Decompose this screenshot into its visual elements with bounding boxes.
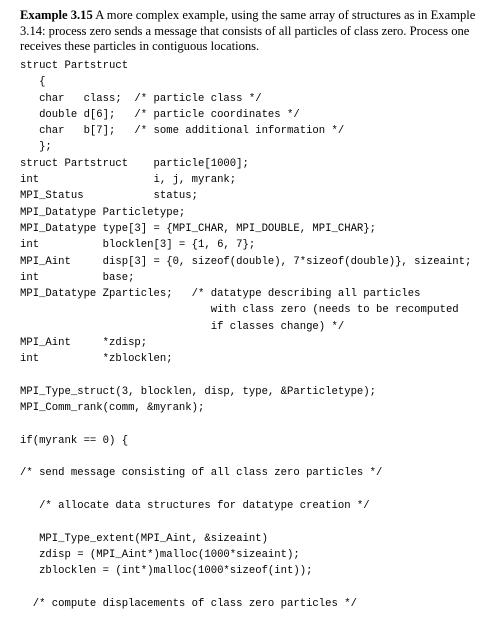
code-line: char b[7]; /* some additional information */ [20,125,345,138]
example-label: Example 3.15 [20,8,93,22]
code-line [20,417,471,433]
code-line [20,368,471,384]
code-line: { [20,76,46,89]
code-line: /* compute displacements of class zero particles */ [20,597,357,610]
code-line: MPI_Aint *zdisp; [20,337,148,350]
code-line: /* allocate data structures for datatype creation */ [20,500,370,513]
example-intro [20,8,482,55]
code-line: zdisp = (MPI_Aint*)malloc(1000*sizeaint); [20,548,300,561]
code-line: int blocklen[3] = {1, 6, 7}; [20,239,256,252]
code-line: MPI_Datatype type[3] = {MPI_CHAR, MPI_DOUBLE, MPI_CHAR}; [20,222,377,235]
code-line: MPI_Aint disp[3] = {0, sizeof(double), 7*sizeof(double)}, sizeaint; [20,255,472,268]
code-line: }; [20,141,52,154]
code-line: MPI_Datatype Zparticles; /* datatype describing all particles [20,288,421,301]
code-line: double d[6]; /* particle coordinates */ [20,108,300,121]
code-line: zblocklen = (int*)malloc(1000*sizeof(int)); [20,565,313,578]
code-line: int i, j, myrank; [20,174,237,187]
code-line: MPI_Status status; [20,190,199,203]
code-line [20,514,471,530]
code-line: struct Partstruct [20,60,129,72]
code-line [20,449,471,465]
example-description: A more complex example, using the same array of structures as in Example 3.14: process zero sends a message that consists of all particles of class zero. Process one receives these particles in contiguous locations. [20,8,476,54]
code-line: MPI_Comm_rank(comm, &myrank); [20,402,205,415]
code-listing [20,58,471,612]
code-line: /* send message consisting of all class zero particles */ [20,467,383,480]
code-line [20,482,471,498]
code-line: if classes change) */ [20,320,345,333]
code-line: int *zblocklen; [20,353,173,366]
code-line [20,580,471,596]
code-line: char class; /* particle class */ [20,92,262,105]
code-line: MPI_Type_struct(3, blocklen, disp, type, &Particletype); [20,385,377,398]
code-line: if(myrank == 0) { [20,434,129,447]
code-line: int base; [20,271,135,284]
code-line: struct Partstruct particle[1000]; [20,157,249,170]
code-line: with class zero (needs to be recomputed [20,304,459,317]
code-line: MPI_Type_extent(MPI_Aint, &sizeaint) [20,532,268,545]
code-line: MPI_Datatype Particletype; [20,206,186,219]
